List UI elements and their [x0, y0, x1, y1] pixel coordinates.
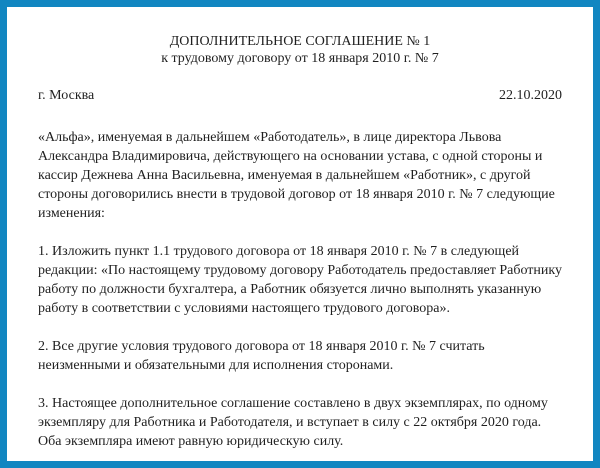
paragraph-clause-1: 1. Изложить пункт 1.1 трудового договора от 18 января 2010 г. № 7 в следующей редакции: «По настоящему трудовому договору Работодатель предоставляет Работнику работу по должности бухгалтера, а Работник обязуется лично выполнять указанную работу в соответствии с условиями настоящего трудового договора».: [38, 244, 563, 316]
paragraph-clause-3: 3. Настоящее дополнительное соглашение составлено в двух экземплярах, по одному экземпляру для Работника и Работодателя, и вступает в силу с 22 октября 2020 года. Оба экземпляра имеют равную юридическую силу.: [38, 396, 548, 449]
document-title: [38, 33, 562, 67]
document-place: г. Москва: [38, 88, 95, 103]
document-date: 22.10.2020: [499, 88, 562, 103]
title-line-2: к трудовому договору от 18 января 2010 г. № 7: [161, 51, 439, 66]
place-date-row: [38, 86, 562, 105]
document-body: [38, 128, 562, 451]
title-line-1: ДОПОЛНИТЕЛЬНОЕ СОГЛАШЕНИЕ № 1: [169, 34, 431, 49]
paragraph-preamble: «Альфа», именуемая в дальнейшем «Работодатель», в лице директора Львова Александра Владимировича, действующего на основании устава, с одной стороны и кассир Дежнева Анна Васильевна, именуемая в дальнейшем «Работник», с другой стороны договорились внести в трудовой договор от 18 января 2010 г. № 7 следующие изменения:: [38, 130, 555, 221]
paragraph-clause-2: 2. Все другие условия трудового договора от 18 января 2010 г. № 7 считать неизменными и обязательными для исполнения сторонами.: [38, 339, 485, 373]
